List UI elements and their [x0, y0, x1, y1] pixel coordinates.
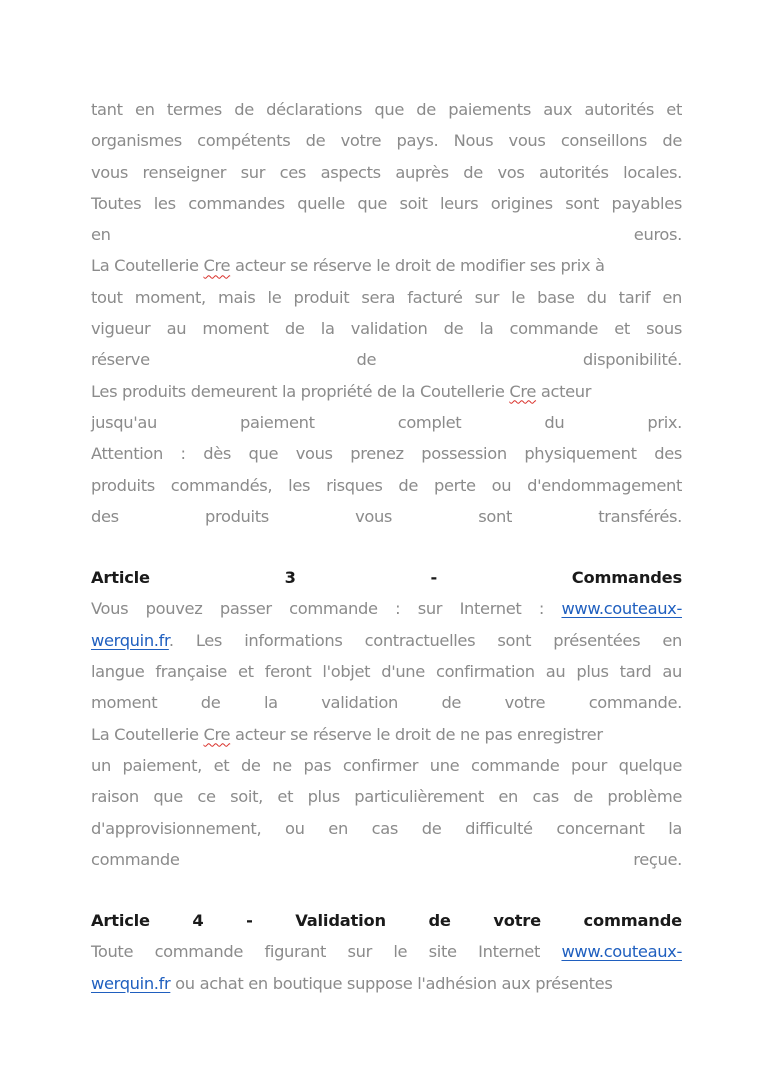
- text-line: [91, 376, 682, 407]
- text-line: réserve de disponibilité.: [91, 350, 682, 370]
- text-line: tout moment, mais le produit sera facturé sur le base du tarif en: [91, 287, 682, 307]
- text-segment: Les produits demeurent la propriété de la Coutellerie: [91, 381, 510, 401]
- text-line: un paiement, et de ne pas confirmer une commande pour quelque: [91, 755, 682, 775]
- website-link[interactable]: www.couteaux-: [561, 599, 682, 619]
- text-segment: acteur se réserve le droit de modifier ses prix à: [230, 256, 605, 276]
- website-link[interactable]: www.couteaux-: [561, 942, 682, 962]
- text-line: langue française et feront l'objet d'une confirmation au plus tard au: [91, 662, 682, 682]
- paragraph-spacer: [91, 532, 682, 562]
- text-line: [91, 593, 682, 624]
- text-segment: acteur: [536, 381, 592, 401]
- text-line: organismes compétents de votre pays. Nous vous conseillons de: [91, 131, 682, 151]
- text-line: [91, 968, 682, 999]
- text-line: tant en termes de déclarations que de paiements aux autorités et: [91, 100, 682, 119]
- website-link[interactable]: werquin.fr: [91, 630, 169, 650]
- text-line: des produits vous sont transférés.: [91, 506, 682, 526]
- text-line: [91, 250, 682, 281]
- text-segment: acteur se réserve le droit de ne pas enregistrer: [230, 724, 603, 744]
- article-3-heading: Article 3 - Commandes: [91, 568, 682, 588]
- text-line: Toutes les commandes quelle que soit leurs origines sont payables: [91, 193, 682, 213]
- text-line: en euros.: [91, 225, 682, 245]
- text-line: jusqu'au paiement complet du prix.: [91, 412, 682, 432]
- text-line: commande reçue.: [91, 849, 682, 869]
- text-line: [91, 719, 682, 750]
- text-line: moment de la validation de votre commande.: [91, 693, 682, 713]
- text-line: produits commandés, les risques de perte ou d'endommagement: [91, 475, 682, 495]
- text-line: vous renseigner sur ces aspects auprès de vos autorités locales.: [91, 162, 682, 182]
- text-segment: Vous pouvez passer commande : sur Internet :: [91, 599, 562, 619]
- text-line: [91, 625, 682, 656]
- spelling-error-word[interactable]: Cre: [509, 381, 537, 401]
- text-segment: La Coutellerie: [91, 256, 204, 276]
- website-link[interactable]: werquin.fr: [91, 973, 171, 993]
- text-segment: . Les informations contractuelles sont présentées en: [168, 630, 682, 650]
- text-line: vigueur au moment de la validation de la commande et sous: [91, 319, 682, 339]
- text-segment: ou achat en boutique suppose l'adhésion aux présentes: [170, 973, 613, 993]
- document-body: [91, 94, 682, 999]
- text-segment: La Coutellerie: [91, 724, 204, 744]
- text-line: [91, 936, 682, 967]
- paragraph-spacer: [91, 875, 682, 905]
- text-segment: Toute commande figurant sur le site Internet: [91, 942, 562, 962]
- text-line: Attention : dès que vous prenez possession physiquement des: [91, 444, 682, 464]
- text-line: raison que ce soit, et plus particulièrement en cas de problème: [91, 787, 682, 807]
- spelling-error-word[interactable]: Cre: [203, 724, 231, 744]
- text-line: d'approvisionnement, ou en cas de difficulté concernant la: [91, 818, 682, 838]
- spelling-error-word[interactable]: Cre: [203, 256, 231, 276]
- article-4-heading: Article 4 - Validation de votre commande: [91, 911, 682, 931]
